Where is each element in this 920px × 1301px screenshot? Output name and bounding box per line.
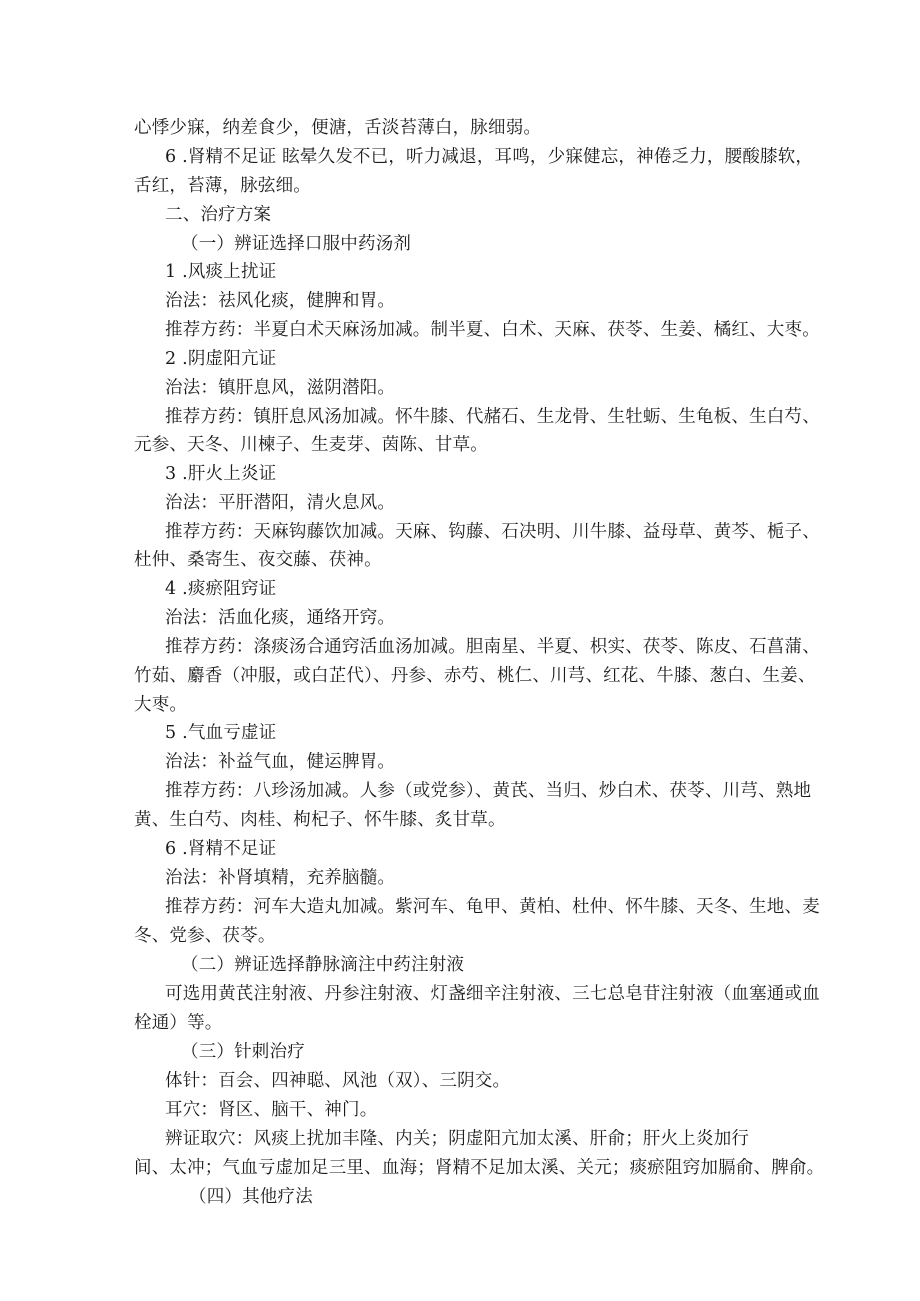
prescription-continuation-line: 大枣。 <box>134 695 188 715</box>
prescription-continuation-line: 竹茹、麝香（冲服，或白芷代）、丹参、赤芍、桃仁、川芎、红花、牛膝、葱白、生姜、 <box>134 666 816 686</box>
syndrome-heading: 4 .痰瘀阻窍证 <box>165 579 277 599</box>
prescription-line: 推荐方药：半夏白术天麻汤加减。制半夏、白术、天麻、茯苓、生姜、橘红、大枣。 <box>165 320 820 340</box>
prescription-continuation-line: 黄、生白芍、肉桂、枸杞子、怀牛膝、炙甘草。 <box>134 810 506 830</box>
prescription-continuation-line: 元参、天冬、川楝子、生麦芽、茵陈、甘草。 <box>134 435 488 455</box>
prescription-line: 推荐方药：河车大造丸加减。紫河车、龟甲、黄柏、杜仲、怀牛膝、天冬、生地、麦 <box>165 897 820 917</box>
syndrome-heading: 2 .阴虚阳亢证 <box>165 349 277 369</box>
prescription-line: 推荐方药：涤痰汤合通窍活血汤加减。胆南星、半夏、枳实、茯苓、陈皮、石菖蒲、 <box>165 637 820 657</box>
treatment-method-line: 治法：补益气血，健运脾胃。 <box>165 752 396 772</box>
subsection-heading: （一）辨证选择口服中药汤剂 <box>181 234 412 254</box>
prescription-continuation-line: 冬、党参、茯苓。 <box>134 926 276 946</box>
ear-acupoint-line: 耳穴：肾区、脑干、神门。 <box>165 1100 378 1120</box>
subsection-heading: （三）针刺治疗 <box>181 1042 305 1062</box>
treatment-method-line: 治法：活血化痰，通络开窍。 <box>165 608 396 628</box>
body-text-line: 心悸少寐，纳差食少，便溏，舌淡苔薄白，脉细弱。 <box>134 118 542 138</box>
prescription-line: 推荐方药：八珍汤加减。人参（或党参）、黄芪、当归、炒白术、茯苓、川芎、熟地 <box>165 781 812 801</box>
treatment-method-line: 治法：祛风化痰，健脾和胃。 <box>165 291 396 311</box>
prescription-continuation-line: 杜仲、桑寄生、夜交藤、茯神。 <box>134 550 382 570</box>
prescription-line: 推荐方药：镇肝息风汤加减。怀牛膝、代赭石、生龙骨、生牡蛎、生龟板、生白芍、 <box>165 407 820 427</box>
subsection-heading: （四）其他疗法 <box>189 1187 313 1207</box>
body-acupuncture-line: 体针：百会、四神聪、风池（双）、三阴交。 <box>165 1071 511 1091</box>
prescription-line: 推荐方药：天麻钩藤饮加减。天麻、钩藤、石决明、川牛膝、益母草、黄芩、栀子、 <box>165 522 820 542</box>
subsection-heading: （二）辨证选择静脉滴注中药注射液 <box>181 955 465 975</box>
syndrome-description-line: 6 .肾精不足证 眩晕久发不已，听力减退，耳鸣，少寐健忘，神倦乏力，腰酸膝软， <box>165 147 814 167</box>
syndrome-heading: 1 .风痰上扰证 <box>165 262 277 282</box>
body-text-line: 可选用黄芪注射液、丹参注射液、灯盏细辛注射液、三七总皂苷注射液（血塞通或血 <box>165 984 820 1004</box>
treatment-method-line: 治法：补肾填精，充养脑髓。 <box>165 868 396 888</box>
body-text-line: 栓通）等。 <box>134 1013 223 1033</box>
body-text-line: 舌红，苔薄，脉弦细。 <box>134 176 311 196</box>
syndrome-heading: 6 .肾精不足证 <box>165 839 277 859</box>
treatment-method-line: 治法：镇肝息风，滋阴潜阳。 <box>165 378 396 398</box>
syndrome-acupoint-continuation-line: 间、太冲；气血亏虚加足三里、血海；肾精不足加太溪、关元；痰瘀阻窍加膈俞、脾俞。 <box>134 1158 825 1178</box>
treatment-method-line: 治法：平肝潜阳，清火息风。 <box>165 493 396 513</box>
syndrome-heading: 3 .肝火上炎证 <box>165 464 277 484</box>
section-heading: 二、治疗方案 <box>165 205 272 225</box>
syndrome-acupoint-line: 辨证取穴：风痰上扰加丰隆、内关；阴虚阳亢加太溪、肝俞；肝火上炎加行 <box>165 1129 750 1149</box>
syndrome-heading: 5 .气血亏虚证 <box>165 723 277 743</box>
